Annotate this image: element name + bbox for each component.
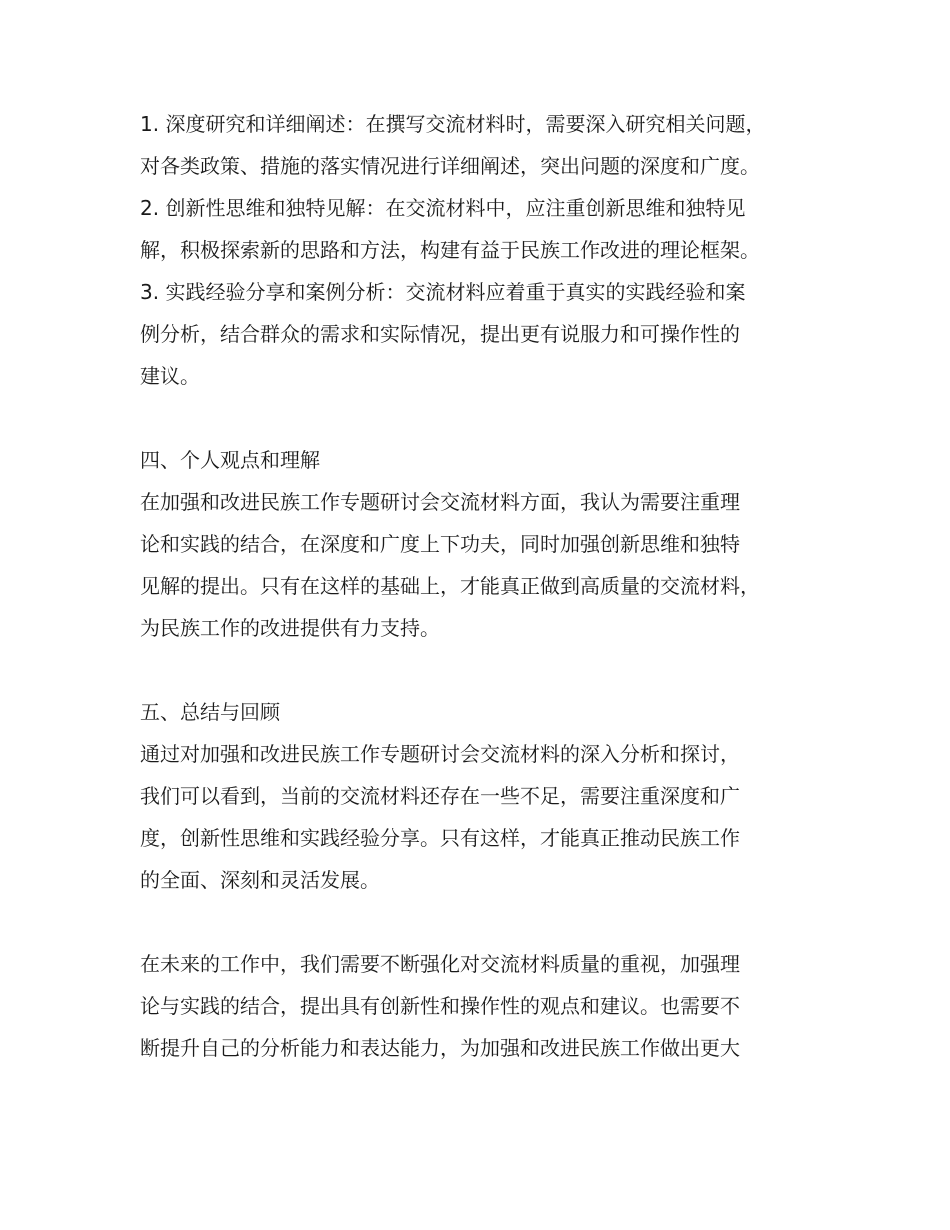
paragraph-line: 为民族工作的改进提供有力支持。: [140, 616, 440, 640]
closing-paragraph: [140, 943, 840, 1069]
paragraph-line: 论和实践的结合，在深度和广度上下功夫，同时加强创新思维和独特: [140, 532, 740, 556]
paragraph-line: 论与实践的结合，提出具有创新性和操作性的观点和建议。也需要不: [140, 994, 740, 1018]
list-line: 3. 实践经验分享和案例分析：交流材料应着重于真实的实践经验和案: [140, 280, 746, 304]
list-line: 解，积极探索新的思路和方法，构建有益于民族工作改进的理论框架。: [140, 238, 760, 262]
document-body: [140, 103, 840, 1069]
paragraph-spacer: [140, 901, 840, 943]
list-line: 建议。: [140, 364, 200, 388]
paragraph-line: 在加强和改进民族工作专题研讨会交流材料方面，我认为需要注重理: [140, 490, 740, 514]
paragraph-line: 我们可以看到，当前的交流材料还存在一些不足，需要注重深度和广: [140, 784, 740, 808]
paragraph-line: 见解的提出。只有在这样的基础上，才能真正做到高质量的交流材料，: [140, 574, 760, 598]
list-line: 对各类政策、措施的落实情况进行详细阐述，突出问题的深度和广度。: [140, 154, 760, 178]
list-line: 例分析，结合群众的需求和实际情况，提出更有说服力和可操作性的: [140, 322, 740, 346]
list-line: 1. 深度研究和详细阐述：在撰写交流材料时，需要深入研究相关问题，: [140, 112, 766, 136]
paragraph-line: 在未来的工作中，我们需要不断强化对交流材料质量的重视，加强理: [140, 952, 740, 976]
section-five: [140, 691, 840, 901]
paragraph-line: 通过对加强和改进民族工作专题研讨会交流材料的深入分析和探讨，: [140, 742, 740, 766]
numbered-list: [140, 103, 840, 397]
paragraph-spacer: [140, 397, 840, 439]
paragraph-line: 度，创新性思维和实践经验分享。只有这样，才能真正推动民族工作: [140, 826, 740, 850]
paragraph-line: 断提升自己的分析能力和表达能力，为加强和改进民族工作做出更大: [140, 1036, 740, 1060]
paragraph-spacer: [140, 649, 840, 691]
section-heading: 五、总结与回顾: [140, 700, 280, 724]
section-four: [140, 439, 840, 649]
section-heading: 四、个人观点和理解: [140, 448, 320, 472]
paragraph-line: 的全面、深刻和灵活发展。: [140, 868, 380, 892]
list-line: 2. 创新性思维和独特见解：在交流材料中，应注重创新思维和独特见: [140, 196, 746, 220]
